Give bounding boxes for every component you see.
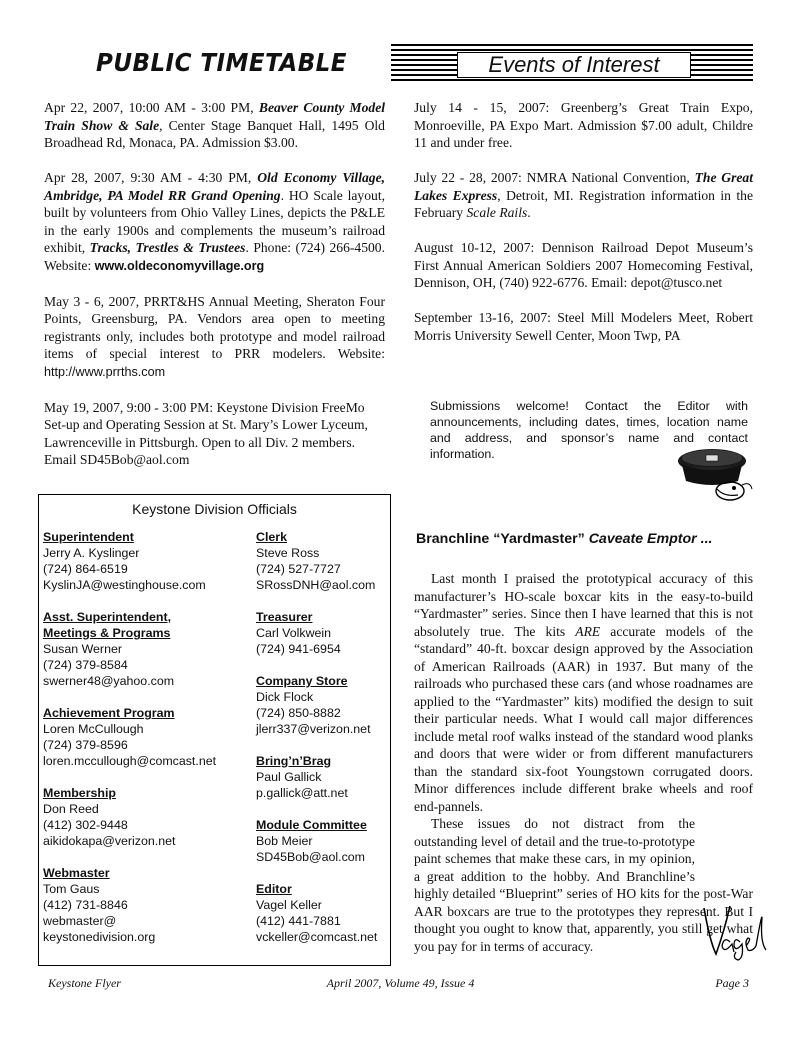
meetings-programs-heading: Meetings & Programs <box>43 626 171 640</box>
magazine-title: Scale Rails <box>466 205 528 220</box>
official-name: Jerry A. Kyslinger <box>43 546 140 560</box>
official-email[interactable]: loren.mccullough@comcast.net <box>43 754 217 768</box>
event-nmra-convention <box>414 169 753 222</box>
bring-n-brag-heading: Bring’n’Brag <box>256 754 332 768</box>
official-email[interactable]: aikidokapa@verizon.net <box>43 834 176 848</box>
official-email[interactable]: webmaster@ <box>43 914 117 928</box>
events-of-interest-heading: Events of Interest <box>457 52 691 78</box>
official-phone: (724) 850-8882 <box>256 706 341 720</box>
module-committee-heading: Module Committee <box>256 818 367 832</box>
officials-box <box>38 494 391 966</box>
official-email[interactable]: swerner48@yahoo.com <box>43 674 175 688</box>
article-text: accurate models of the “standard” 40-ft. boxcar design approved by the Association of American Railroads (AAR) in 1937. But many of the railroads who purchased these cars (and whose roadnames are applied to the “Yardmaster” kits) modified the design to suit their particular needs. What I would call major differences include metal roof walks instead of the standard wood planks and doors that were wider or from different manufacturers than the standard six-foot Youngstown corrugated doors. Minor differences include different brake wheels and roof end-pannels. <box>414 623 754 814</box>
official-email[interactable]: KyslinJA@westinghouse.com <box>43 578 206 592</box>
officials-title: Keystone Division Officials <box>132 501 297 517</box>
article-paragraph <box>414 570 753 815</box>
event-website-link[interactable]: www.oldeconomyvillage.org <box>94 258 265 273</box>
event-old-economy <box>44 169 385 275</box>
event-title: Beaver County Model Train Show & Sale <box>44 100 386 133</box>
official-name: Loren McCullough <box>43 722 144 736</box>
official-email[interactable]: vckeller@comcast.net <box>256 930 378 944</box>
official-phone: (412) 731-8846 <box>43 898 128 912</box>
left-events-column <box>44 99 385 469</box>
event-date: Apr 22, 2007, 10:00 AM - 3:00 PM, <box>44 100 259 115</box>
clerk-heading: Clerk <box>256 530 287 544</box>
achievement-program-heading: Achievement Program <box>43 706 175 720</box>
footer-page-number: Page 3 <box>715 976 749 990</box>
event-details: , Center Stage Banquet Hall, 1495 Old Broadhead Rd, Monaca, PA. Admission $3.00. <box>44 117 385 150</box>
official-name: Paul Gallick <box>256 770 322 784</box>
official-email[interactable]: jlerr337@verizon.net <box>256 722 371 736</box>
superintendent-heading: Superintendent <box>43 530 134 544</box>
official-email-continued[interactable]: keystonedivision.org <box>43 930 156 944</box>
event-details: , Detroit, MI. Registration information in the February <box>414 187 754 220</box>
event-title: Old Economy Village, Ambridge, PA Model RR Grand Opening <box>44 170 385 203</box>
official-name: Vagel Keller <box>256 898 322 912</box>
signature-float <box>695 815 753 885</box>
footer-publication: Keystone Flyer <box>48 976 121 990</box>
article-title-italic: Caveate Emptor ... <box>588 531 713 547</box>
article-body <box>414 570 753 955</box>
event-beaver-county <box>44 99 385 152</box>
official-name: Steve Ross <box>256 546 320 560</box>
official-name: Susan Werner <box>43 642 122 656</box>
company-store-heading: Company Store <box>256 674 348 688</box>
editor-heading: Editor <box>256 882 292 896</box>
event-title: The Great Lakes Express <box>414 170 753 203</box>
officials-right-column <box>256 529 391 945</box>
article-emphasis: ARE <box>575 623 601 639</box>
event-freemo: May 19, 2007, 9:00 - 3:00 PM: Keystone Division FreeMo Set-up and Operating Session at St. Mary’s Lower Lyceum, Lawrenceville in Pittsburgh. Open to all Div. 2 members. Email SD45Bob@aol.com <box>44 399 368 467</box>
event-website-link[interactable]: http://www.prrths.com <box>44 364 166 379</box>
article-text: These issues do not distract from the outstanding level of detail and the true-to-prototype paint schemes that make these cars, in my opinion, a great addition to the hobby. And Branchline’s highly detailed “Blueprint” series of HO kits for the post-War AAR boxcars are true to the prototypes they represent. But I thought you ought to know that, apparently, you still get what you pay for in terms of accuracy. <box>414 816 753 954</box>
official-name: Don Reed <box>43 802 99 816</box>
event-contact: . Phone: (724) 266-4500. Website: <box>44 240 385 273</box>
official-email[interactable]: p.gallick@att.net <box>256 786 348 800</box>
right-events-column <box>414 99 753 344</box>
officials-left-column <box>43 529 253 945</box>
event-punct: . <box>527 205 531 220</box>
official-email[interactable]: SRossDNH@aol.com <box>256 578 376 592</box>
official-name: Dick Flock <box>256 690 314 704</box>
conductor-hat-icon <box>672 441 756 505</box>
footer-issue: April 2007, Volume 49, Issue 4 <box>326 976 475 990</box>
official-phone: (412) 441-7881 <box>256 914 341 928</box>
asst-superintendent-heading: Asst. Superintendent, <box>43 610 172 624</box>
official-phone: (724) 379-8584 <box>43 658 128 672</box>
official-email[interactable]: SD45Bob@aol.com <box>256 850 366 864</box>
official-phone: (724) 527-7727 <box>256 562 341 576</box>
event-dennison: August 10-12, 2007: Dennison Railroad Depot Museum’s First Annual American Soldiers 2007 Homecoming Festival, Dennison, OH, (740) 922-6776. Email: depot@tusco.net <box>414 240 753 290</box>
article-title <box>416 531 756 547</box>
official-name: Carl Volkwein <box>256 626 332 640</box>
event-date: July 22 - 28, 2007: NMRA National Convention, <box>414 170 695 185</box>
submissions-notice: Submissions welcome! Contact the Editor with announcements, including dates, times, location name and address, and sponsor’s name and contact information. <box>430 399 748 461</box>
official-phone: (412) 302-9448 <box>43 818 128 832</box>
event-details: . HO Scale layout, built by volunteers from Ohio Valley Lines, depicts the P&LE in the early 1900s and complements the museum’s railroad exhibit, <box>44 187 385 255</box>
article-text: Last month I praised the prototypical accuracy of this manufacturer’s HO-scale boxcar kits in the easy-to-build “Yardmaster” series. Since then I have learned that this is not absolutely true. The kits <box>414 571 753 639</box>
public-timetable-heading: PUBLIC TIMETABLE <box>96 48 347 77</box>
event-prrths <box>44 293 385 382</box>
event-date: Apr 28, 2007, 9:30 AM - 4:30 PM, <box>44 170 258 185</box>
membership-heading: Membership <box>43 786 116 800</box>
article-title-text: Branchline “Yardmaster” <box>416 531 589 547</box>
event-steel-mill: September 13-16, 2007: Steel Mill Modelers Meet, Robert Morris University Sewell Center, Moon Twp, PA <box>414 310 753 343</box>
vagel-signature-icon <box>700 902 770 962</box>
official-name: Tom Gaus <box>43 882 100 896</box>
official-phone: (724) 379-8596 <box>43 738 128 752</box>
events-of-interest-banner <box>391 44 753 84</box>
webmaster-heading: Webmaster <box>43 866 110 880</box>
event-greenbergs: July 14 - 15, 2007: Greenberg’s Great Train Expo, Monroeville, PA Expo Mart. Admission $7.00 adult, Childre 11 and under free. <box>414 100 753 150</box>
exhibit-title: Tracks, Trestles & Trustees <box>89 240 246 255</box>
official-phone: (724) 864-6519 <box>43 562 128 576</box>
treasurer-heading: Treasurer <box>256 610 313 624</box>
event-details: May 3 - 6, 2007, PRRT&HS Annual Meeting, Sheraton Four Points, Greensburg, PA. Vendors area open to meeting registrants only, includes both prototype and model railroad items of special interest to PRR modelers. Website: <box>44 293 385 361</box>
official-phone: (724) 941-6954 <box>256 642 341 656</box>
official-name: Bob Meier <box>256 834 313 848</box>
